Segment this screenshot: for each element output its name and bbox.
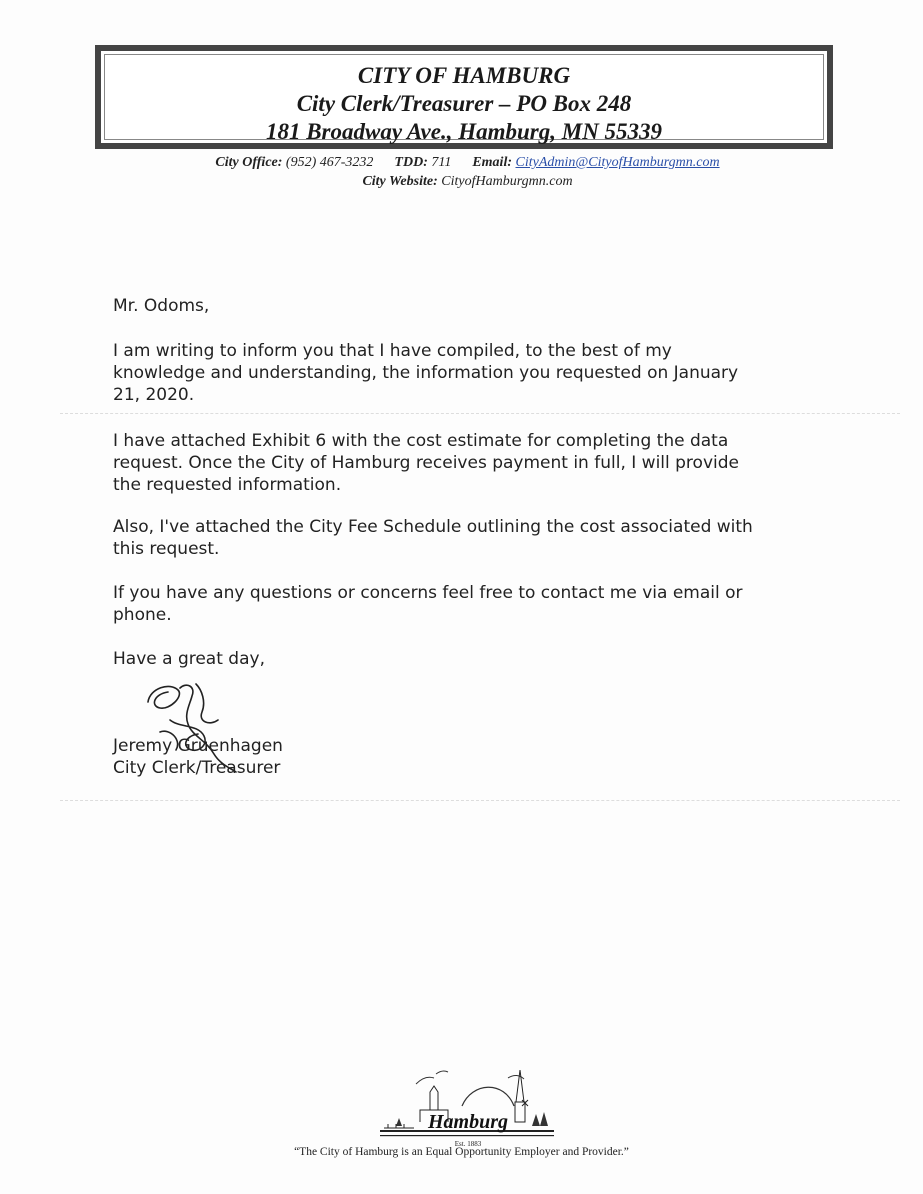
email-link[interactable]: CityAdmin@CityofHamburgmn.com xyxy=(515,155,720,170)
paragraph-3: Also, I've attached the City Fee Schedule outlining the cost associated with this request. xyxy=(113,517,753,559)
closing: Have a great day, xyxy=(113,649,265,669)
email-label: Email: xyxy=(472,155,512,170)
website-value: CityofHamburgmn.com xyxy=(441,174,573,189)
tdd-label: TDD: xyxy=(394,155,428,170)
website-line xyxy=(6,173,923,191)
office-label: City Office: xyxy=(215,155,283,170)
paragraph-2: I have attached Exhibit 6 with the cost estimate for completing the data request. Once the City of Hamburg receives payment in full, I will provide the requested information. xyxy=(113,431,739,495)
city-logo xyxy=(376,1062,558,1152)
letterhead-department: City Clerk/Treasurer – PO Box 248 xyxy=(296,91,632,116)
scan-artifact-line xyxy=(60,413,900,414)
logo-established: Est. 1883 xyxy=(454,1140,482,1148)
signer-name: Jeremy Gruenhagen xyxy=(113,736,283,756)
paragraph-1: I am writing to inform you that I have compiled, to the best of my knowledge and understanding, the information you requested on January 21, 2020. xyxy=(113,341,739,405)
handwritten-signature xyxy=(140,680,250,775)
letterhead-box xyxy=(95,45,833,149)
contact-line xyxy=(6,154,923,172)
tdd-number: 711 xyxy=(431,155,452,170)
website-label: City Website: xyxy=(362,174,438,189)
signer-title: City Clerk/Treasurer xyxy=(113,758,281,778)
letterhead-title: CITY OF HAMBURG xyxy=(357,63,571,88)
office-phone: (952) 467-3232 xyxy=(285,155,374,170)
letterhead-address: 181 Broadway Ave., Hamburg, MN 55339 xyxy=(265,119,663,144)
logo-wordmark: Hamburg xyxy=(427,1111,509,1133)
scan-artifact-line xyxy=(60,800,900,801)
paragraph-4: If you have any questions or concerns feel free to contact me via email or phone. xyxy=(113,583,743,625)
footer-statement: “The City of Hamburg is an Equal Opportunity Employer and Provider.” xyxy=(294,1146,629,1158)
salutation: Mr. Odoms, xyxy=(113,296,210,316)
